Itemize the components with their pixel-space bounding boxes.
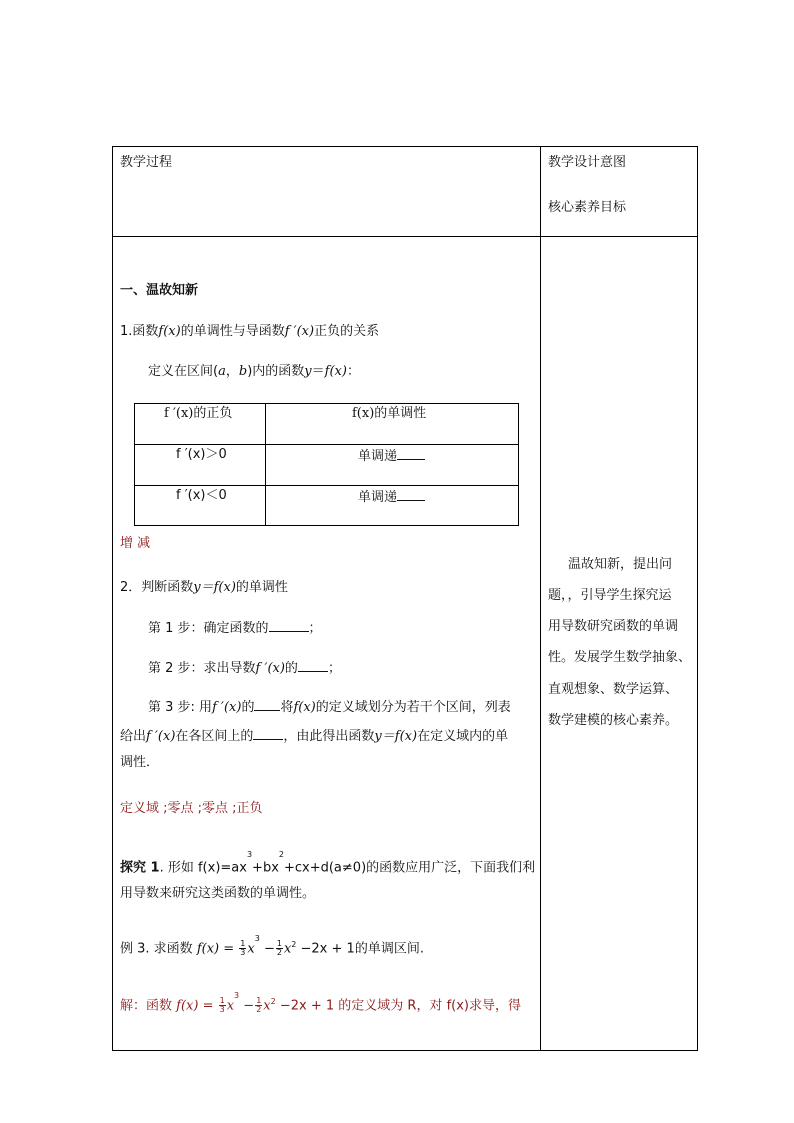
example-sup2: 2: [291, 940, 297, 949]
inner-row2-blank: [397, 488, 425, 501]
inner-table-row-divider-2: [134, 485, 518, 486]
intent-line-5: 直观想象、数学运算、: [548, 682, 679, 697]
explore-text-c: +cx+d(a≠0)的函数应用广泛，下面我们利: [283, 860, 536, 876]
solution-x1: x: [226, 998, 235, 1014]
def-eq: ＝: [311, 364, 325, 379]
inner-table-row-divider-1: [134, 444, 518, 445]
step2-line: [148, 659, 341, 677]
inner-row1-condition: f ′(x)＞0: [176, 447, 227, 462]
item1-prefix: 1.函数: [120, 324, 159, 339]
example-x1: x: [247, 941, 255, 957]
step3-b: 的: [241, 700, 255, 715]
step2-blank: [298, 659, 328, 672]
step3-expr2: f(x): [293, 700, 316, 715]
solution-frac-half: $\frac{1}{2}$: [256, 996, 262, 1015]
def-fx: f(x): [324, 364, 347, 379]
solution-line: 解：函数 f(x) = $\frac{1}{3}$ $x^3$ − $\frac{1}{2}$ $x^2 -2x + 1$ 的定义域为 R，对 f(x)求导，得: [120, 991, 522, 1015]
step3-line1: [148, 698, 511, 716]
def-prefix: 定义在区间(: [148, 364, 219, 379]
step3-a: 第 3 步: 用: [148, 700, 213, 715]
step3-line2-d: 在定义域内的单: [417, 729, 509, 744]
def-b: b: [238, 364, 248, 379]
section2-title-expr: y＝f(x): [193, 580, 236, 595]
step1-line: [148, 619, 322, 637]
section-heading-review: 一、温故知新: [120, 283, 199, 298]
inner-row2-result-text: 单调递: [358, 490, 398, 505]
item1-fx: f(x): [158, 324, 181, 339]
definition-line: [148, 364, 360, 380]
example-sup3: 3: [254, 934, 260, 943]
explore-text-b: +bx: [252, 860, 279, 876]
example-fx: f(x) =: [196, 941, 235, 957]
solution-sup2: 2: [270, 997, 276, 1006]
example-x2: x: [283, 941, 292, 957]
step1-blank: [269, 619, 309, 632]
intent-line-3: 用导数研究函数的单调: [548, 619, 679, 634]
section2-title: [120, 580, 288, 596]
solution-frac-third: $\frac{1}{3}$: [219, 996, 225, 1015]
inner-table-bottom: [134, 525, 518, 526]
step1-text: 第 1 步：确定函数的: [148, 621, 269, 636]
outer-table-top-border: [112, 146, 698, 147]
inner-table-left: [134, 403, 135, 526]
explore-label: 探究 1: [120, 860, 160, 876]
solution-x2: x: [263, 998, 271, 1014]
example-frac-third: $\frac{1}{3}$: [240, 939, 246, 958]
inner-row1-result-text: 单调递: [358, 449, 398, 464]
step3-line2-c: ，由此得出函数: [283, 729, 375, 744]
step2-prefix: 第 2 步：求出导数: [148, 661, 256, 676]
inner-row1-blank: [397, 447, 425, 460]
def-y: y: [304, 364, 312, 379]
explore-line2: 用导数来研究这类函数的单调性。: [120, 886, 316, 901]
header-teaching-process: 教学过程: [120, 155, 173, 170]
solution-fx: f(x) =: [176, 998, 214, 1014]
step3-line2-expr2: y＝f(x): [374, 729, 418, 744]
section2-title-suffix: 的单调性: [235, 580, 288, 595]
inner-row1-result: [358, 447, 425, 465]
intent-line-1: 温故知新，提出问: [568, 557, 673, 572]
def-a: a: [218, 364, 226, 379]
step3-expr1: f ′(x): [212, 700, 242, 715]
answer-increase-decrease: 增 减: [120, 536, 151, 551]
explore-text-a: . 形如 f(x)=ax: [159, 860, 247, 876]
explore-sup2: 2: [278, 850, 284, 859]
solution-sup3: 3: [234, 991, 240, 1000]
step3-blank2: [253, 727, 283, 740]
outer-table-column-divider: [540, 146, 541, 1051]
inner-table-right: [518, 403, 519, 526]
example3-line: 例 3. 求函数 f(x) = $\frac{1}{3}$ $x^3$ − $\frac{1}{2}$ $x^2 -2x + 1$的单调区间.: [120, 934, 424, 958]
outer-table-header-divider: [112, 236, 698, 237]
step3-line2-expr: f ′(x): [146, 729, 176, 744]
step2-expr: f ′(x): [255, 661, 285, 676]
step2-mid: 的: [284, 661, 298, 676]
explore-line1: [120, 850, 536, 876]
inner-table-top: [134, 403, 518, 404]
inner-row2-condition: f ′(x)＜0: [176, 488, 227, 503]
item1-line: [120, 324, 379, 340]
explore-sup3: 3: [246, 850, 253, 859]
section2-title-prefix: 2．判断函数: [120, 580, 194, 595]
inner-table-col-divider: [265, 403, 266, 526]
item1-fprime: f ′(x): [284, 324, 315, 339]
def-sep: ，: [225, 364, 239, 379]
intent-line-2: 题，，引导学生探究运: [548, 588, 672, 603]
outer-table-right-border: [697, 146, 698, 1051]
example-frac-half: $\frac{1}{2}$: [276, 939, 282, 958]
def-end: ：: [346, 364, 360, 379]
example-suffix: 的单调区间.: [354, 941, 424, 957]
step3-line2: [120, 727, 508, 745]
inner-header-sign: f ′(x)的正负: [164, 406, 233, 421]
example-prefix: 例 3. 求函数: [120, 941, 193, 957]
header-design-intent: 教学设计意图: [548, 155, 627, 170]
item1-suffix: 正负的关系: [314, 324, 380, 339]
item1-mid: 的单调性与导函数: [180, 324, 285, 339]
inner-row2-result: [358, 488, 425, 506]
outer-table-left-border: [112, 146, 113, 1051]
step3-line3: 调性．: [120, 755, 160, 770]
step3-blank1: [254, 698, 280, 711]
step3-c: 将: [280, 700, 294, 715]
def-mid: )内的函数: [247, 364, 305, 379]
step3-d: 的定义域划分为若干个区间，列表: [315, 700, 511, 715]
step3-line2-b: 在各区间上的: [175, 729, 254, 744]
step1-end: ；: [308, 621, 322, 636]
example-rest: −2x + 1: [300, 941, 355, 957]
answer-steps: 定义域 ;零点 ;零点 ;正负: [120, 801, 263, 816]
intent-line-6: 数学建模的核心素养。: [548, 713, 679, 728]
intent-line-4: 性。发展学生数学抽象、: [548, 650, 692, 665]
header-core-literacy: 核心素养目标: [548, 200, 627, 215]
solution-rest: −2x + 1: [279, 998, 335, 1014]
solution-suffix: 的定义域为 R，对 f(x)求导，得: [338, 998, 522, 1014]
step3-line2-a: 给出: [120, 729, 147, 744]
inner-header-monotonicity: f(x)的单调性: [352, 406, 427, 421]
solution-prefix: 解：函数: [120, 998, 173, 1014]
step2-end: ；: [327, 661, 341, 676]
outer-table-bottom-border: [112, 1050, 698, 1051]
